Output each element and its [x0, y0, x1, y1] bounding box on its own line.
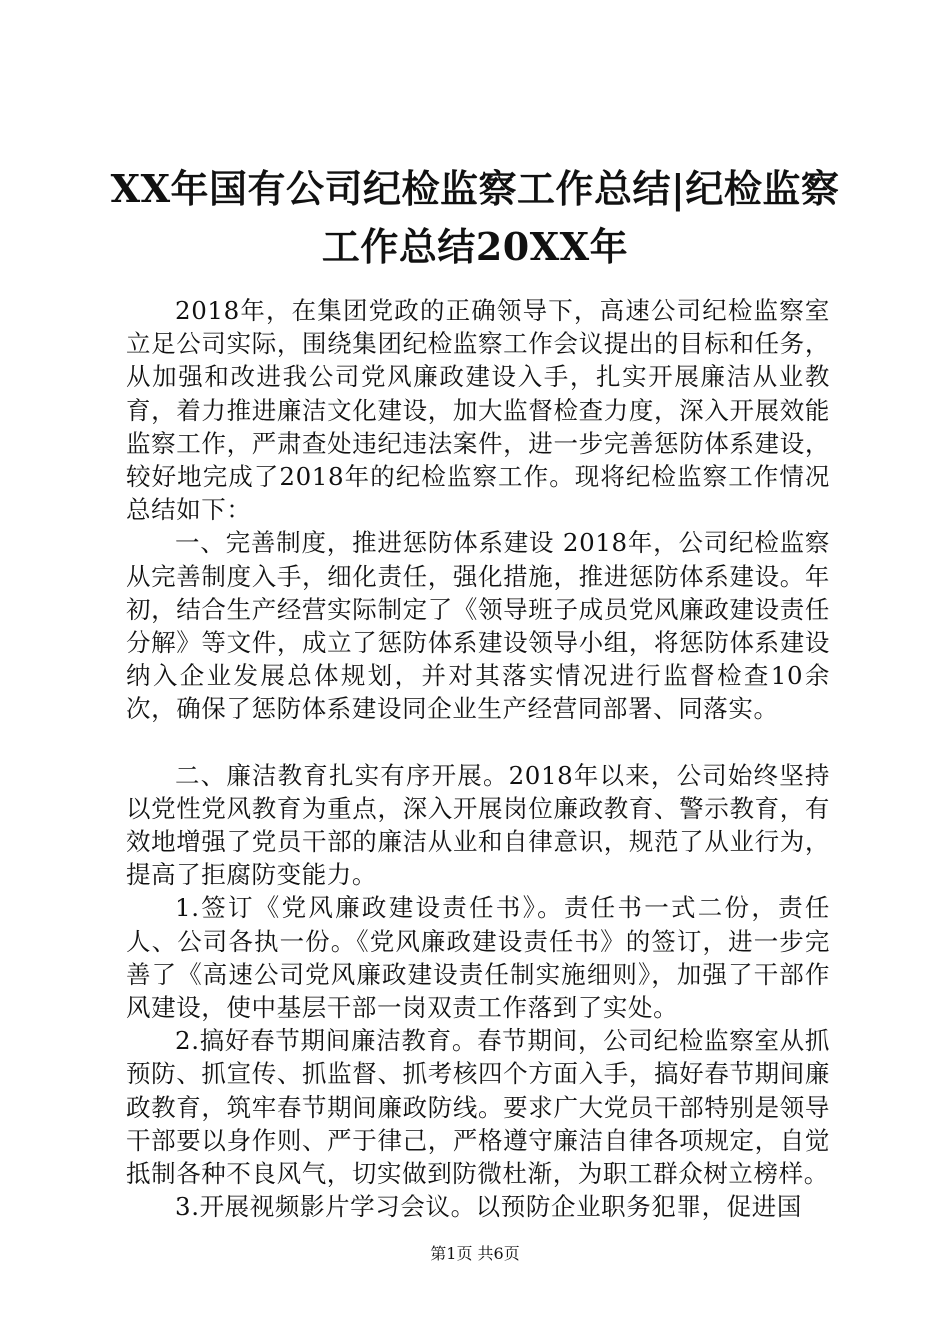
document-body	[126, 294, 830, 1223]
page-number-footer: 第1页 共6页	[430, 1244, 520, 1263]
paragraph-item-1: 1.签订《党风廉政建设责任书》。责任书一式二份，责任人、公司各执一份。《党风廉政建设责任书》的签订，进一步完善了《高速公司党风廉政建设责任制实施细则》，加强了干部作风建设，使中基层干部一岗双责工作落到了实处。	[126, 893, 830, 1023]
paragraph-item-2: 2.搞好春节期间廉洁教育。春节期间，公司纪检监察室从抓预防、抓宣传、抓监督、抓考核四个方面入手，搞好春节期间廉政教育，筑牢春节期间廉政防线。要求广大党员干部特别是领导干部要以身作则、严于律己，严格遵守廉洁自律各项规定，自觉抵制各种不良风气，切实做到防微杜渐，为职工群众树立榜样。	[126, 1026, 830, 1189]
paragraph-intro: 2018年，在集团党政的正确领导下，高速公司纪检监察室立足公司实际，围绕集团纪检监察工作会议提出的目标和任务，从加强和改进我公司党风廉政建设入手，扎实开展廉洁从业教育，着力推进廉洁文化建设，加大监督检查力度，深入开展效能监察工作，严肃查处违纪违法案件，进一步完善惩防体系建设，较好地完成了2018年的纪检监察工作。现将纪检监察工作情况总结如下：	[126, 296, 830, 525]
paragraph-section-1: 一、完善制度，推进惩防体系建设 2018年，公司纪检监察从完善制度入手，细化责任，强化措施，推进惩防体系建设。年初，结合生产经营实际制定了《领导班子成员党风廉政建设责任分解》等文件，成立了惩防体系建设领导小组，将惩防体系建设纳入企业发展总体规划，并对其落实情况进行监督检查10余次，确保了惩防体系建设同企业生产经营同部署、同落实。	[126, 528, 830, 724]
paragraph-item-3: 3.开展视频影片学习会议。以预防企业职务犯罪，促进国	[175, 1192, 802, 1222]
document-title: XX年国有公司纪检监察工作总结|纪检监察工作总结20XX年	[110, 166, 840, 269]
paragraph-section-2: 二、廉洁教育扎实有序开展。2018年以来，公司始终坚持以党性党风教育为重点，深入开展岗位廉政教育、警示教育，有效地增强了党员干部的廉洁从业和自律意识，规范了从业行为，提高了拒腐防变能力。	[126, 760, 830, 890]
